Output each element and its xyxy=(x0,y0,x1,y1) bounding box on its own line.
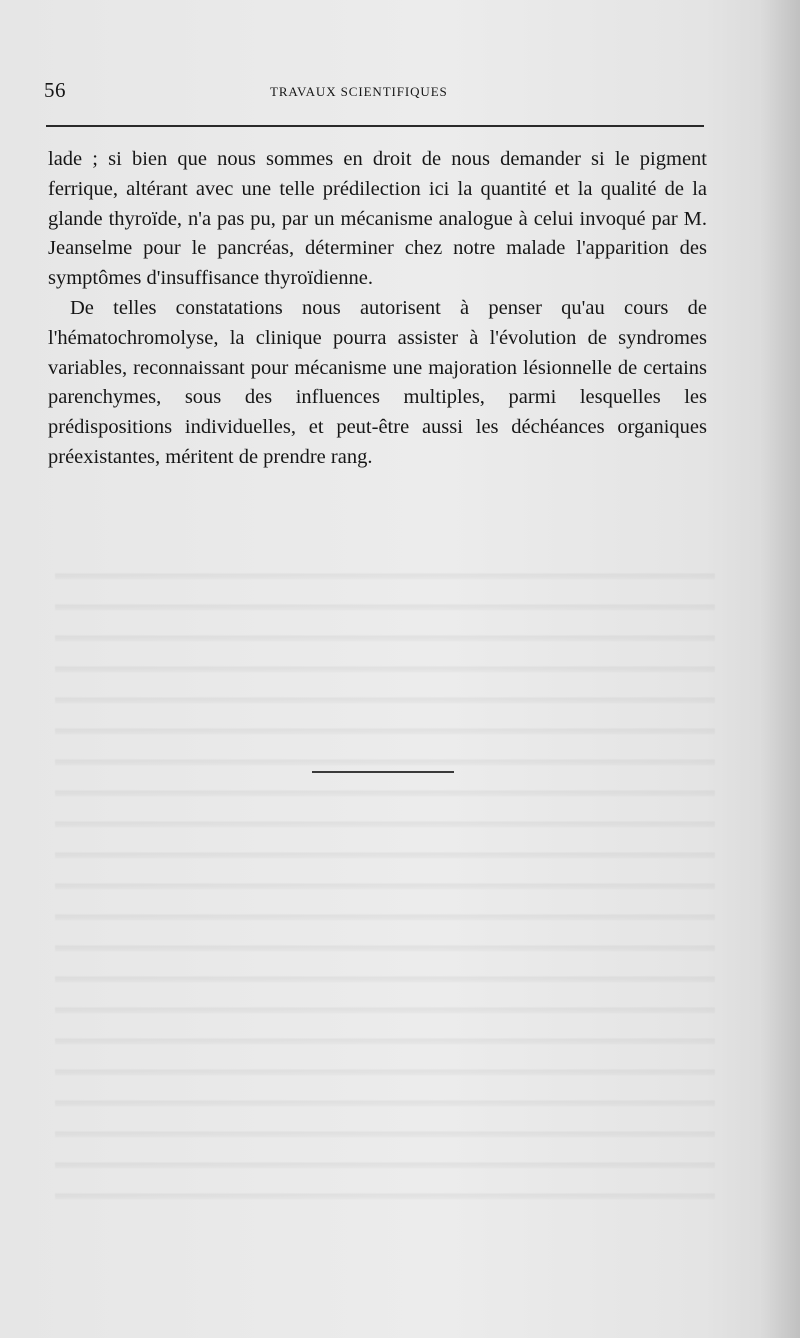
paragraph: De telles constatations nous autorisent à penser qu'au cours de l'hématochromolyse, la clinique pourra assister à l'évolution de syndromes variables, reconnaissant pour mécanisme une majoration lésionnelle de certains parenchymes, sous des influences multiples, parmi lesquelles les prédispositions individuelles, et peut-être aussi les déchéances organiques préexistantes, méritent de prendre rang. xyxy=(48,296,707,468)
header-rule xyxy=(46,125,704,127)
page-header xyxy=(44,78,704,108)
page-gutter-shadow xyxy=(760,0,800,1338)
body-text xyxy=(48,145,707,473)
page-number: 56 xyxy=(44,78,66,102)
end-ornament-rule xyxy=(312,771,454,773)
paragraph: lade ; si bien que nous sommes en droit de nous demander si le pigment ferrique, altérant avec une telle prédilection ici la quantité et la qualité de la glande thyroïde, n'a pas pu, par un mécanisme analogue à celui invoqué par M. Jeanselme pour le pancréas, déterminer chez notre malade l'apparition des symptômes d'insuffisance thyroïdienne. xyxy=(48,148,707,290)
show-through-text xyxy=(55,555,715,1205)
running-head: TRAVAUX SCIENTIFIQUES xyxy=(270,84,448,99)
